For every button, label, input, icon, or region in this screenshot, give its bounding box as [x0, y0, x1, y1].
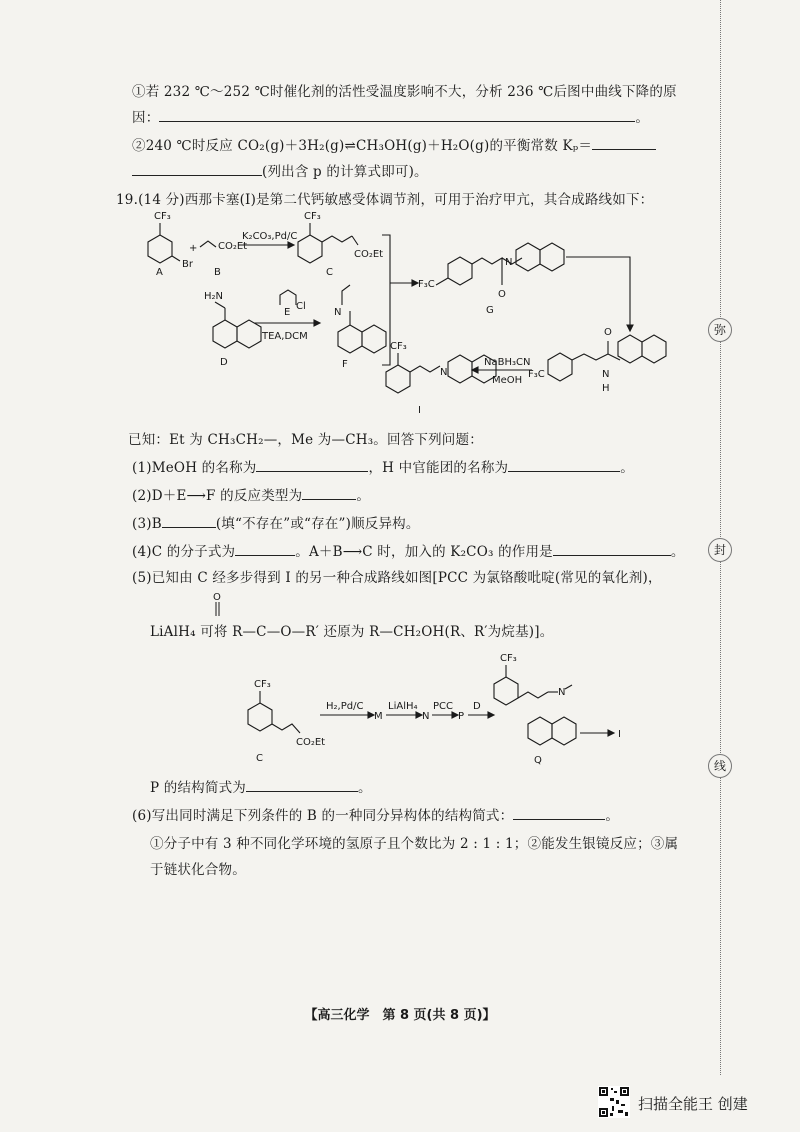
label-m: M: [374, 711, 383, 722]
answer-blank[interactable]: [508, 459, 620, 472]
cf3-c: CF₃: [304, 211, 321, 222]
co2et-c: CO₂Et: [354, 249, 384, 260]
q18-line4: [132, 160, 428, 180]
label-c: C: [326, 267, 333, 278]
h-h: H: [602, 383, 610, 394]
n-h: N: [602, 369, 610, 380]
q18-line2-prefix: 因：: [132, 110, 160, 126]
label-g: G: [486, 305, 494, 316]
cf3-c2: CF₃: [254, 679, 271, 690]
scanner-watermark: [598, 1086, 788, 1120]
label-i: I: [418, 405, 421, 416]
q18-line4-suffix: (列出含 p 的计算式即可)。: [262, 164, 428, 180]
q19-part5-line3: [150, 776, 372, 796]
answer-blank[interactable]: [302, 487, 356, 500]
naphthalene-f-2: [362, 325, 386, 353]
q19-intro: 19.(14 分)西那卡塞(I)是第二代钙敏感受体调节剂，可用于治疗甲亢，其合成路线如下：: [116, 192, 654, 208]
p1-a: (1)MeOH 的名称为: [132, 460, 257, 476]
q19-part4: [132, 540, 685, 560]
q19-part3: [132, 512, 420, 532]
naphthalene-h-1: [618, 335, 642, 363]
label-e: E: [284, 307, 291, 318]
p4-c: 。: [670, 544, 685, 560]
p3-a: (3)B: [132, 516, 162, 532]
p6-b: 。: [605, 808, 620, 824]
answer-blank[interactable]: [162, 515, 216, 528]
answer-blank[interactable]: [132, 163, 262, 176]
answer-blank[interactable]: [592, 137, 656, 150]
label-n: N: [422, 711, 430, 722]
scanner-text: 扫描全能王 创建: [638, 1095, 748, 1113]
h2n-d: H₂N: [204, 291, 224, 302]
answer-blank[interactable]: [235, 543, 295, 556]
n-q: N: [558, 687, 566, 698]
answer-blank[interactable]: [246, 779, 358, 792]
reagent-meoh: MeOH: [492, 375, 523, 386]
q18-line2: [132, 106, 649, 126]
o-g: O: [498, 289, 506, 300]
answer-blank[interactable]: [159, 109, 635, 122]
reagent-d: D: [473, 701, 481, 712]
naphthalene-g-1: [516, 243, 540, 271]
q19-part6-line2: ①分子中有 3 种不同化学环境的氢原子且个数比为 2 : 1 : 1；②能发生银镜反应；③属: [150, 836, 679, 852]
label-i2: I: [618, 729, 621, 740]
known-info: 已知：Et 为 CH₃CH₂—，Me 为—CH₃。回答下列问题：: [128, 432, 483, 448]
svg-text:+: +: [189, 243, 198, 254]
reagent-nabh3cn: NaBH₃CN: [484, 357, 531, 368]
label-p: P: [458, 711, 465, 722]
reagent-h2-pdc: H₂,Pd/C: [326, 701, 364, 712]
carbonyl-mark: [198, 590, 238, 618]
qr-code-icon: [598, 1086, 630, 1118]
benzene-ring-h: [548, 353, 572, 381]
q19-part5-line2: LiAlH₄ 可将 R—C—O—R′ 还原为 R—CH₂OH(R、R′为烷基)]。: [150, 624, 554, 640]
q18-line3: [132, 134, 656, 154]
naphthalene-q-2: [552, 717, 576, 745]
p4-b: 。A＋B⟶C 时，加入的 K₂CO₃ 的作用是: [295, 544, 553, 560]
answer-blank[interactable]: [553, 543, 671, 556]
p2-b: 。: [356, 488, 371, 504]
p1-c: 。: [620, 460, 634, 476]
q19-part2: [132, 484, 370, 504]
q18-line3-text: ②240 ℃时反应 CO₂(g)＋3H₂(g)⇌CH₃OH(g)＋H₂O(g)的平衡常数 Kₚ＝: [132, 138, 593, 154]
q18-line2-end: 。: [635, 110, 650, 126]
label-c2: C: [256, 753, 263, 764]
label-a: A: [156, 267, 163, 278]
q19-part1: [132, 456, 634, 476]
f3c-g: F₃C: [418, 279, 435, 290]
answer-blank[interactable]: [256, 459, 368, 472]
q18-line1: ①若 232 ℃～252 ℃时催化剂的活性受温度影响不大，分析 236 ℃后图中曲线下降的原: [132, 84, 677, 100]
naphthalene-d-2: [237, 320, 261, 348]
naphthalene-q-1: [528, 717, 552, 745]
answer-blank[interactable]: [513, 807, 605, 820]
cf3-a: CF₃: [154, 211, 171, 222]
p2-a: (2)D＋E⟶F 的反应类型为: [132, 488, 303, 504]
reagent-lialh4: LiAlH₄: [388, 701, 418, 712]
cl-e: Cl: [296, 301, 306, 312]
label-f: F: [342, 359, 348, 370]
naphthalene-f-1: [338, 325, 362, 353]
seal-mark-3: 线: [708, 754, 732, 778]
p6-a: (6)写出同时满足下列条件的 B 的一种同分异构体的结构简式：: [132, 808, 514, 824]
cf3-q: CF₃: [500, 653, 517, 664]
benzene-ring-a: [148, 235, 172, 263]
alternative-route-diagram: [220, 645, 660, 770]
p5c-b: 。: [357, 780, 372, 796]
p4-a: (4)C 的分子式为: [132, 544, 236, 560]
co2et-b: CO₂Et: [218, 241, 248, 252]
benzene-ring-g: [448, 257, 472, 285]
benzene-ring-c2: [248, 703, 272, 731]
benzene-ring-c: [298, 235, 322, 263]
reagent-pcc: PCC: [433, 701, 453, 712]
p1-b: ，H 中官能团的名称为: [368, 460, 509, 476]
n-i: N: [440, 367, 448, 378]
reagent-tea-dcm: TEA,DCM: [262, 331, 308, 342]
nh-f: N: [334, 307, 342, 318]
benzene-ring-q: [494, 677, 518, 705]
seal-mark-1: 弥: [708, 318, 732, 342]
label-d: D: [220, 357, 228, 368]
o-h: O: [604, 327, 612, 338]
p5c-a: P 的结构简式为: [150, 780, 246, 796]
br-a: Br: [182, 259, 193, 270]
q19-part5-line1: (5)已知由 C 经多步得到 I 的另一种合成路线如图[PCC 为氯铬酸吡啶(常见的氧化剂)，: [132, 570, 662, 586]
naphthalene-g-2: [540, 243, 564, 271]
p3-b: (填“不存在”或“存在”)顺反异构。: [215, 516, 420, 532]
label-b: B: [214, 267, 221, 278]
co2et-c2: CO₂Et: [296, 737, 326, 748]
synthesis-route-diagram: [130, 205, 690, 420]
f3c-h: F₃C: [528, 369, 545, 380]
label-q: Q: [534, 755, 542, 766]
seal-mark-2: 封: [708, 538, 732, 562]
q19-part6-line3: 于链状化合物。: [150, 862, 246, 878]
benzene-ring-i: [386, 365, 410, 393]
page-footer: 【高三化学 第 8 页(共 8 页)】: [304, 1008, 496, 1023]
q19-part6-line1: [132, 804, 619, 824]
naphthalene-i-1: [448, 355, 472, 383]
naphthalene-d-1: [213, 320, 237, 348]
reagent-k2co3-pdc: K₂CO₃,Pd/C: [242, 231, 298, 242]
o-carbonyl: O: [213, 592, 221, 603]
cf3-i: CF₃: [390, 341, 407, 352]
n-g: N: [505, 257, 513, 268]
naphthalene-h-2: [642, 335, 666, 363]
